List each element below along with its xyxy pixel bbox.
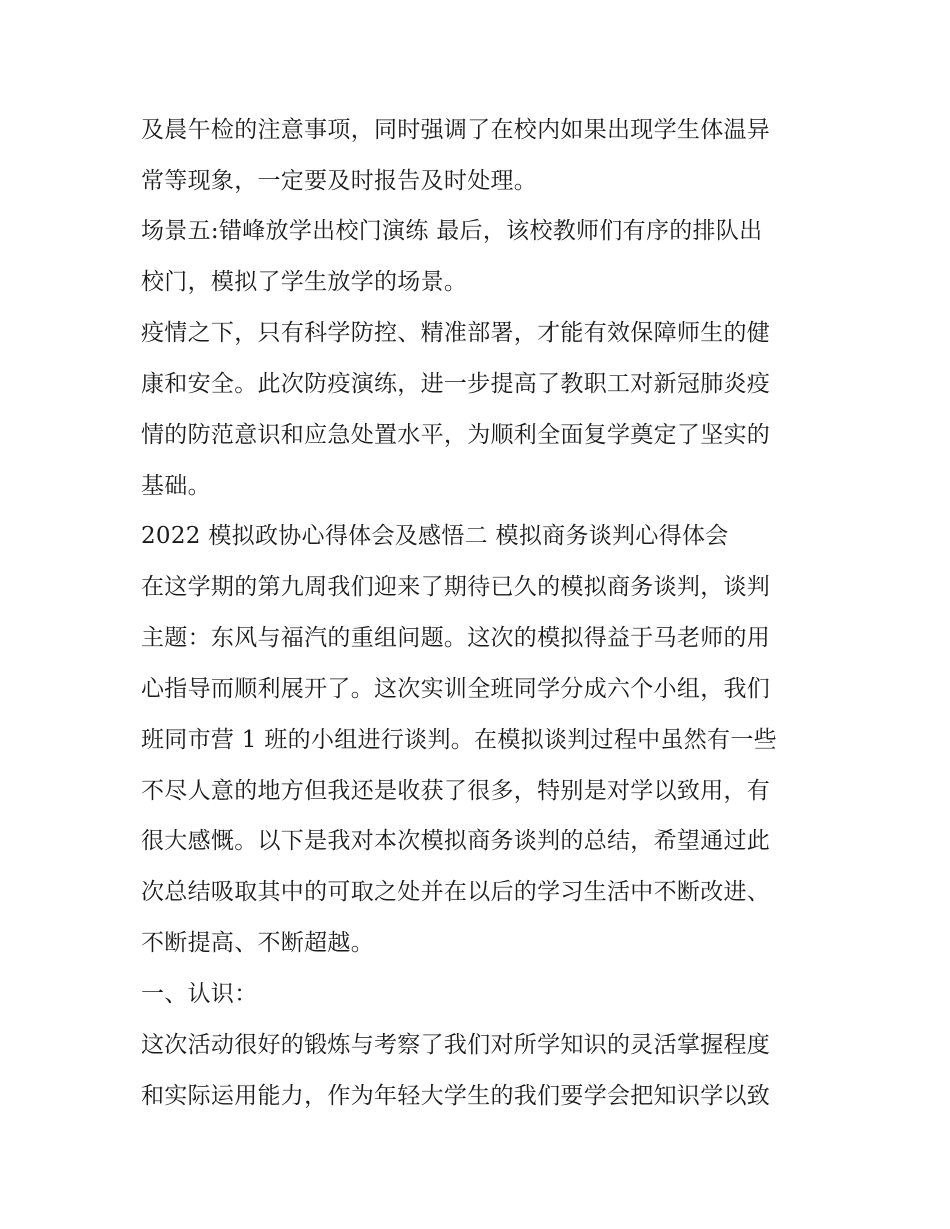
section-heading: 2022 模拟政协心得体会及感悟二 模拟商务谈判心得体会 <box>141 523 729 549</box>
text-line: 情的防范意识和应急处置水平，为顺利全面复学奠定了坚实的 <box>141 422 771 448</box>
text-line: 在这学期的第九周我们迎来了期待已久的模拟商务谈判，谈判 <box>141 574 771 600</box>
text-line: 疫情之下，只有科学防控、精准部署，才能有效保障师生的健 <box>141 320 771 346</box>
text-line: 心指导而顺利展开了。这次实训全班同学分成六个小组，我们 <box>141 676 771 702</box>
text-line: 场景五:错峰放学出校门演练 最后，该校教师们有序的排队出 <box>141 218 763 244</box>
text-line: 班同市营 1 班的小组进行谈判。在模拟谈判过程中虽然有一些 <box>141 727 777 753</box>
text-line: 和实际运用能力，作为年轻大学生的我们要学会把知识学以致 <box>141 1083 771 1109</box>
text-line: 康和安全。此次防疫演练，进一步提高了教职工对新冠肺炎疫 <box>141 371 771 397</box>
text-line: 很大感慨。以下是我对本次模拟商务谈判的总结，希望通过此 <box>141 828 771 854</box>
subheading: 一、认识： <box>141 981 258 1007</box>
text-line: 不尽人意的地方但我还是收获了很多，特别是对学以致用，有 <box>141 778 771 804</box>
text-line: 及晨午检的注意事项，同时强调了在校内如果出现学生体温异 <box>141 117 771 143</box>
text-line: 基础。 <box>141 473 211 499</box>
text-line: 次总结吸取其中的可取之处并在以后的学习生活中不断改进、 <box>141 879 771 905</box>
text-line: 不断提高、不断超越。 <box>141 930 374 956</box>
text-line: 常等现象，一定要及时报告及时处理。 <box>141 168 538 194</box>
text-line: 校门，模拟了学生放学的场景。 <box>141 269 468 295</box>
text-line: 主题：东风与福汽的重组问题。这次的模拟得益于马老师的用 <box>141 625 771 651</box>
text-line: 这次活动很好的锻炼与考察了我们对所学知识的灵活掌握程度 <box>141 1032 771 1058</box>
